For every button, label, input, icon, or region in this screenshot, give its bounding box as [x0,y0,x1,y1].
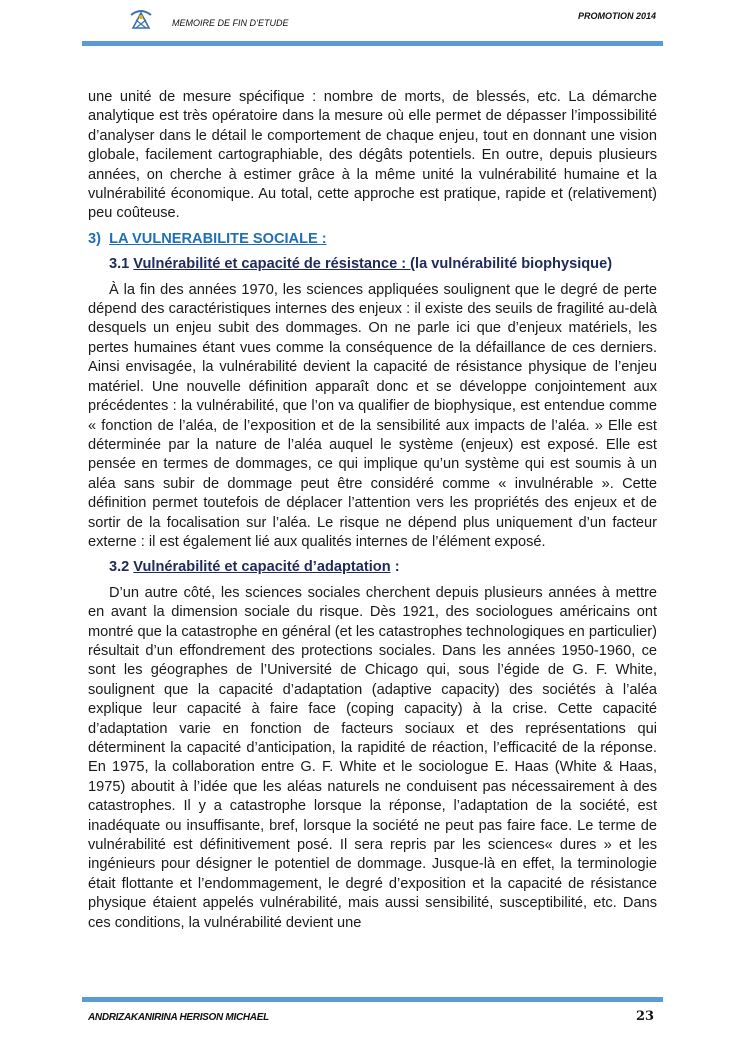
page-number: 23 [636,1009,655,1024]
footer-author: ANDRIZAKANIRINA HERISON MICHAEL [88,1012,269,1023]
header-rule [82,41,663,46]
subsection-title: Vulnérabilité et capacité de résistance : ( [133,256,416,273]
subsection-number: 3.2 [109,559,130,576]
subsection-number: 3.1 [109,256,130,273]
subsection-title-rest: la vulnérabilité biophysique) [415,256,613,273]
header-title: MEMOIRE DE FIN D’ETUDE [172,18,289,28]
paragraph: D’un autre côté, les sciences sociales cherchent depuis plusieurs années à mettre en avant la dimension sociale du risque. Dès 1921, des sociologues américains ont montré que la catastrophe en général (et les catastrophes technologiques en particulier) résultait d’un effondrement des protections sociales. Dans les années 1950-1960, ce sont les géographes de l’Université de Chicago qui, sous l’égide de G. F. White, soulignent que la capacité d’adaptation (adaptive capacity) des sociétés à l’aléa explique leur capacité à faire face (coping capacity) à la crise. Cette capacité d’adaptation varie en fonction de facteurs sociaux et des représentations qui déterminent la capacité d’anticipation, la rapidité de réaction, l’efficacité de la réponse. En 1975, la collaboration entre G. F. White et le sociologue E. Haas (White & Haas, 1975) aboutit à l’idée que les aléas naturels ne conduisent pas nécessairement à des catastrophes. Il y a catastrophe lorsque la réponse, l’adaptation de la société, est inadéquate ou insuffisante, bref, lorsque la société ne peut pas faire face. Le terme de vulnérabilité est définitivement posé. Il sera repris par les sciences« dures » et les ingénieurs pour désigner le potentiel de dommage. Jusque-là en effet, la terminologie était flottante et l’endommagement, le degré d’exposition et la capacité de résistance physique étaient appelés vulnérabilité, mais aussi sensibilité, susceptibilité, etc. Dans ces conditions, la vulnérabilité devient une [88,584,657,931]
subsection-heading [109,255,657,274]
footer-rule [82,997,663,1002]
subsection-title-rest: : [390,559,400,576]
institution-logo [128,8,154,30]
page-body [88,88,657,933]
section-heading [88,230,657,249]
section-title: LA VULNERABILITE SOCIALE : [109,230,327,247]
paragraph: À la fin des années 1970, les sciences appliquées soulignent que le degré de perte dépend des caractéristiques internes des enjeux : il existe des seuils de fragilité au-delà desquels un enjeu subit des dommages. On ne parle ici que d’enjeux matériels, les pertes humaines étant vues comme la conséquence de la défaillance de ces derniers. Ainsi envisagée, la vulnérabilité devient la capacité de résistance physique de l’enjeu matériel. Une nouvelle définition apparaît donc et se développe conjointement aux précédentes : la vulnérabilité, que l’on va qualifier de biophysique, est entendue comme « fonction de l’aléa, de l’exposition et de la sensibilité aux impacts de l’aléa. » Elle est déterminée par la nature de l’aléa auquel le système (enjeux) est exposé. Elle est pensée en termes de dommages, ce qui implique qu’un système qui est soumis à un aléa sans subir de dommage peut être considéré comme « invulnérable ». Cette définition permet toutefois de déplacer l’attention vers les propriétés des enjeux et de sortir de la focalisation sur l’aléa. Le risque ne dépend plus uniquement d’un facteur externe : il est également lié aux qualités internes de l’élément exposé. [88,281,657,550]
subsection-heading [109,558,657,577]
header-promotion: PROMOTION 2014 [578,11,657,21]
section-number: 3) [88,230,101,247]
subsection-title: Vulnérabilité et capacité d’adaptation [133,559,391,576]
paragraph: une unité de mesure spécifique : nombre de morts, de blessés, etc. La démarche analytique est très opératoire dans la mesure où elle permet de dépasser l’impossibilité d’analyser dans le détail le comportement de chaque enjeu, tout en donnant une vision globale, facilement cartographiable, des dégâts potentiels. En outre, depuis plusieurs années, on cherche à estimer grâce à la même unité la vulnérabilité humaine et la vulnérabilité économique. Au total, cette approche est pratique, rapide et (relativement) peu coûteuse. [88,89,657,222]
